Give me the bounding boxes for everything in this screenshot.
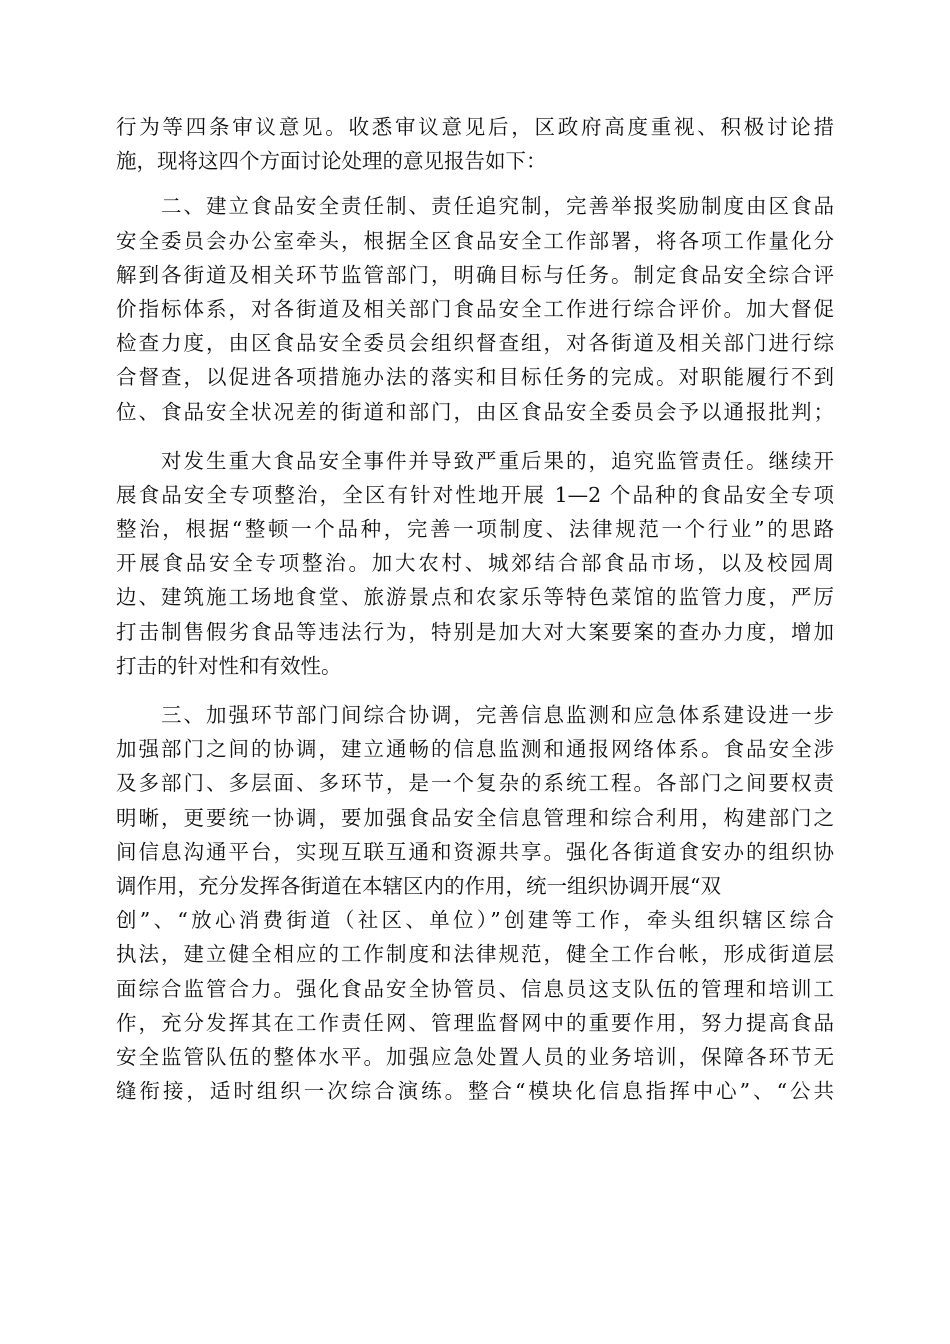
text-line: 打击的针对性和有效性。: [116, 653, 342, 678]
text-line: 价指标体系，对各街道及相关部门食品安全工作进行综合评价。加大督促: [116, 296, 834, 321]
text-line: 边、建筑施工场地食堂、旅游景点和农家乐等特色菜馆的监管力度，严厉: [116, 585, 834, 610]
text-line: 打击制售假劣食品等违法行为，特别是加大对大案要案的查办力度，增加: [116, 619, 834, 644]
text-line: 开展食品安全专项整治。加大农村、城郊结合部食品市场，以及校园周: [116, 551, 834, 576]
text-line: 合督查，以促进各项措施办法的落实和目标任务的完成。对职能履行不到: [116, 365, 834, 390]
text-line: 位、食品安全状况差的街道和部门，由区食品安全委员会予以通报批判；: [116, 399, 834, 424]
text-line: 创”、“放心消费街道（社区、单位）”创建等工作，牵头组织辖区综合: [116, 908, 834, 933]
text-line: 三、加强环节部门间综合协调，完善信息监测和应急体系建设进一步: [116, 703, 834, 727]
paragraph-section-3: [116, 698, 834, 1108]
text-line: 安全委员会办公室牵头，根据全区食品安全工作部署，将各项工作量化分: [116, 228, 834, 253]
paragraph-section-2-cont: [116, 444, 834, 683]
text-line: 行为等四条审议意见。收悉审议意见后，区政府高度重视、积极讨论措: [116, 115, 834, 139]
text-line: 施，现将这四个方面讨论处理的意见报告如下：: [116, 149, 547, 174]
text-line: 整治，根据“整顿一个品种，完善一项制度、法律规范一个行业”的思路: [116, 517, 834, 542]
text-line: 安全监管队伍的整体水平。加强应急处置人员的业务培训，保障各环节无: [116, 1044, 834, 1069]
text-line: 间信息沟通平台，实现互联互通和资源共享。强化各街道食安办的组织协: [116, 839, 834, 864]
text-line: 检查力度，由区食品安全委员会组织督查组，对各街道及相关部门进行综: [116, 331, 834, 356]
text-line: 加强部门之间的协调，建立通畅的信息监测和通报网络体系。食品安全涉: [116, 737, 834, 762]
text-line: 及多部门、多层面、多环节，是一个复杂的系统工程。各部门之间要权责: [116, 771, 834, 796]
text-line: 面综合监管合力。强化食品安全协管员、信息员这支队伍的管理和培训工: [116, 976, 834, 1001]
text-line: 执法，建立健全相应的工作制度和法律规范，健全工作台帐，形成街道层: [116, 942, 834, 967]
text-line: 对发生重大食品安全事件并导致严重后果的，追究监管责任。继续开: [116, 448, 834, 473]
text-line: 二、建立食品安全责任制、责任追究制，完善举报奖励制度由区食品: [116, 194, 834, 219]
text-line: 展食品安全专项整治，全区有针对性地开展 1—2 个品种的食品安全专项: [116, 482, 834, 507]
text-line: 调作用，充分发挥各街道在本辖区内的作用，统一组织协调开展“双: [116, 873, 721, 898]
paragraph-intro: [116, 110, 834, 178]
text-line: 作，充分发挥其在工作责任网、管理监督网中的重要作用，努力提高食品: [116, 1010, 834, 1035]
text-line: 明晰，更要统一协调，要加强食品安全信息管理和综合利用，构建部门之: [116, 805, 834, 830]
text-line: 解到各街道及相关环节监管部门，明确目标与任务。制定食品安全综合评: [116, 262, 834, 287]
document-page: [116, 110, 834, 1108]
paragraph-section-2: [116, 189, 834, 428]
text-line: 缝衔接，适时组织一次综合演练。整合“模块化信息指挥中心”、“公共: [116, 1079, 834, 1104]
